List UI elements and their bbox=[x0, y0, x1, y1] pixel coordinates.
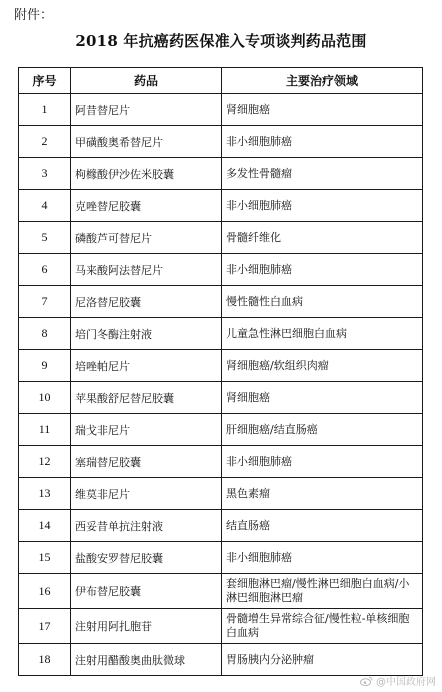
table-row bbox=[19, 382, 423, 414]
table-row bbox=[19, 414, 423, 446]
watermark bbox=[360, 673, 436, 688]
row-number: 13 bbox=[19, 478, 71, 510]
table-row bbox=[19, 126, 423, 158]
treatment-area: 肾细胞癌/软组织肉瘤 bbox=[222, 350, 423, 382]
treatment-area: 肾细胞癌 bbox=[222, 382, 423, 414]
drug-name: 注射用阿扎胞苷 bbox=[71, 609, 222, 644]
column-header-treatment-area: 主要治疗领域 bbox=[222, 68, 423, 94]
row-number: 3 bbox=[19, 158, 71, 190]
row-number: 12 bbox=[19, 446, 71, 478]
drug-name: 尼洛替尼胶囊 bbox=[71, 286, 222, 318]
drug-name: 马来酸阿法替尼片 bbox=[71, 254, 222, 286]
row-number: 9 bbox=[19, 350, 71, 382]
drug-list-table bbox=[18, 67, 423, 676]
table-row bbox=[19, 222, 423, 254]
treatment-area: 肝细胞癌/结直肠癌 bbox=[222, 414, 423, 446]
treatment-area: 骨髓增生异常综合征/慢性粒-单核细胞白血病 bbox=[222, 609, 423, 644]
table-row bbox=[19, 510, 423, 542]
table-row bbox=[19, 286, 423, 318]
row-number: 15 bbox=[19, 542, 71, 574]
table-row bbox=[19, 542, 423, 574]
drug-name: 甲磺酸奥希替尼片 bbox=[71, 126, 222, 158]
row-number: 5 bbox=[19, 222, 71, 254]
row-number: 4 bbox=[19, 190, 71, 222]
row-number: 6 bbox=[19, 254, 71, 286]
row-number: 16 bbox=[19, 574, 71, 609]
row-number: 18 bbox=[19, 644, 71, 676]
drug-name: 注射用醋酸奥曲肽微球 bbox=[71, 644, 222, 676]
table-header bbox=[19, 68, 423, 94]
table-row bbox=[19, 574, 423, 609]
treatment-area: 非小细胞肺癌 bbox=[222, 446, 423, 478]
attachment-label: 附件： bbox=[14, 8, 54, 23]
drug-name: 培唑帕尼片 bbox=[71, 350, 222, 382]
drug-name: 伊布替尼胶囊 bbox=[71, 574, 222, 609]
row-number: 2 bbox=[19, 126, 71, 158]
table-row bbox=[19, 94, 423, 126]
row-number: 14 bbox=[19, 510, 71, 542]
row-number: 7 bbox=[19, 286, 71, 318]
drug-name: 瑞戈非尼片 bbox=[71, 414, 222, 446]
table-row bbox=[19, 609, 423, 644]
row-number: 1 bbox=[19, 94, 71, 126]
treatment-area: 多发性骨髓瘤 bbox=[222, 158, 423, 190]
treatment-area: 非小细胞肺癌 bbox=[222, 126, 423, 158]
treatment-area: 非小细胞肺癌 bbox=[222, 254, 423, 286]
column-header-drug: 药品 bbox=[71, 68, 222, 94]
row-number: 17 bbox=[19, 609, 71, 644]
drug-name: 培门冬酶注射液 bbox=[71, 318, 222, 350]
weibo-logo-icon bbox=[360, 676, 373, 686]
treatment-area: 胃肠胰内分泌肿瘤 bbox=[222, 644, 423, 676]
table-row bbox=[19, 446, 423, 478]
row-number: 11 bbox=[19, 414, 71, 446]
treatment-area: 套细胞淋巴瘤/慢性淋巴细胞白血病/小淋巴细胞淋巴瘤 bbox=[222, 574, 423, 609]
treatment-area: 非小细胞肺癌 bbox=[222, 190, 423, 222]
table-body bbox=[19, 94, 423, 676]
row-number: 8 bbox=[19, 318, 71, 350]
table-row bbox=[19, 254, 423, 286]
table-row bbox=[19, 318, 423, 350]
table-row bbox=[19, 644, 423, 676]
drug-name: 西妥昔单抗注射液 bbox=[71, 510, 222, 542]
page-title: 2018 年抗癌药医保准入专项谈判药品范围 bbox=[75, 32, 367, 50]
treatment-area: 慢性髓性白血病 bbox=[222, 286, 423, 318]
table-row bbox=[19, 158, 423, 190]
table-row bbox=[19, 350, 423, 382]
watermark-text: @中国政府网 bbox=[376, 677, 436, 688]
treatment-area: 骨髓纤维化 bbox=[222, 222, 423, 254]
treatment-area: 肾细胞癌 bbox=[222, 94, 423, 126]
table-header-row bbox=[19, 68, 423, 94]
drug-name: 盐酸安罗替尼胶囊 bbox=[71, 542, 222, 574]
treatment-area: 结直肠癌 bbox=[222, 510, 423, 542]
drug-name: 克唑替尼胶囊 bbox=[71, 190, 222, 222]
drug-name: 磷酸芦可替尼片 bbox=[71, 222, 222, 254]
treatment-area: 非小细胞肺癌 bbox=[222, 542, 423, 574]
drug-name: 枸橼酸伊沙佐米胶囊 bbox=[71, 158, 222, 190]
drug-name: 维莫非尼片 bbox=[71, 478, 222, 510]
drug-name: 塞瑞替尼胶囊 bbox=[71, 446, 222, 478]
row-number: 10 bbox=[19, 382, 71, 414]
table-row bbox=[19, 478, 423, 510]
treatment-area: 儿童急性淋巴细胞白血病 bbox=[222, 318, 423, 350]
table-row bbox=[19, 190, 423, 222]
drug-name: 苹果酸舒尼替尼胶囊 bbox=[71, 382, 222, 414]
treatment-area: 黑色素瘤 bbox=[222, 478, 423, 510]
drug-name: 阿昔替尼片 bbox=[71, 94, 222, 126]
column-header-number: 序号 bbox=[19, 68, 71, 94]
